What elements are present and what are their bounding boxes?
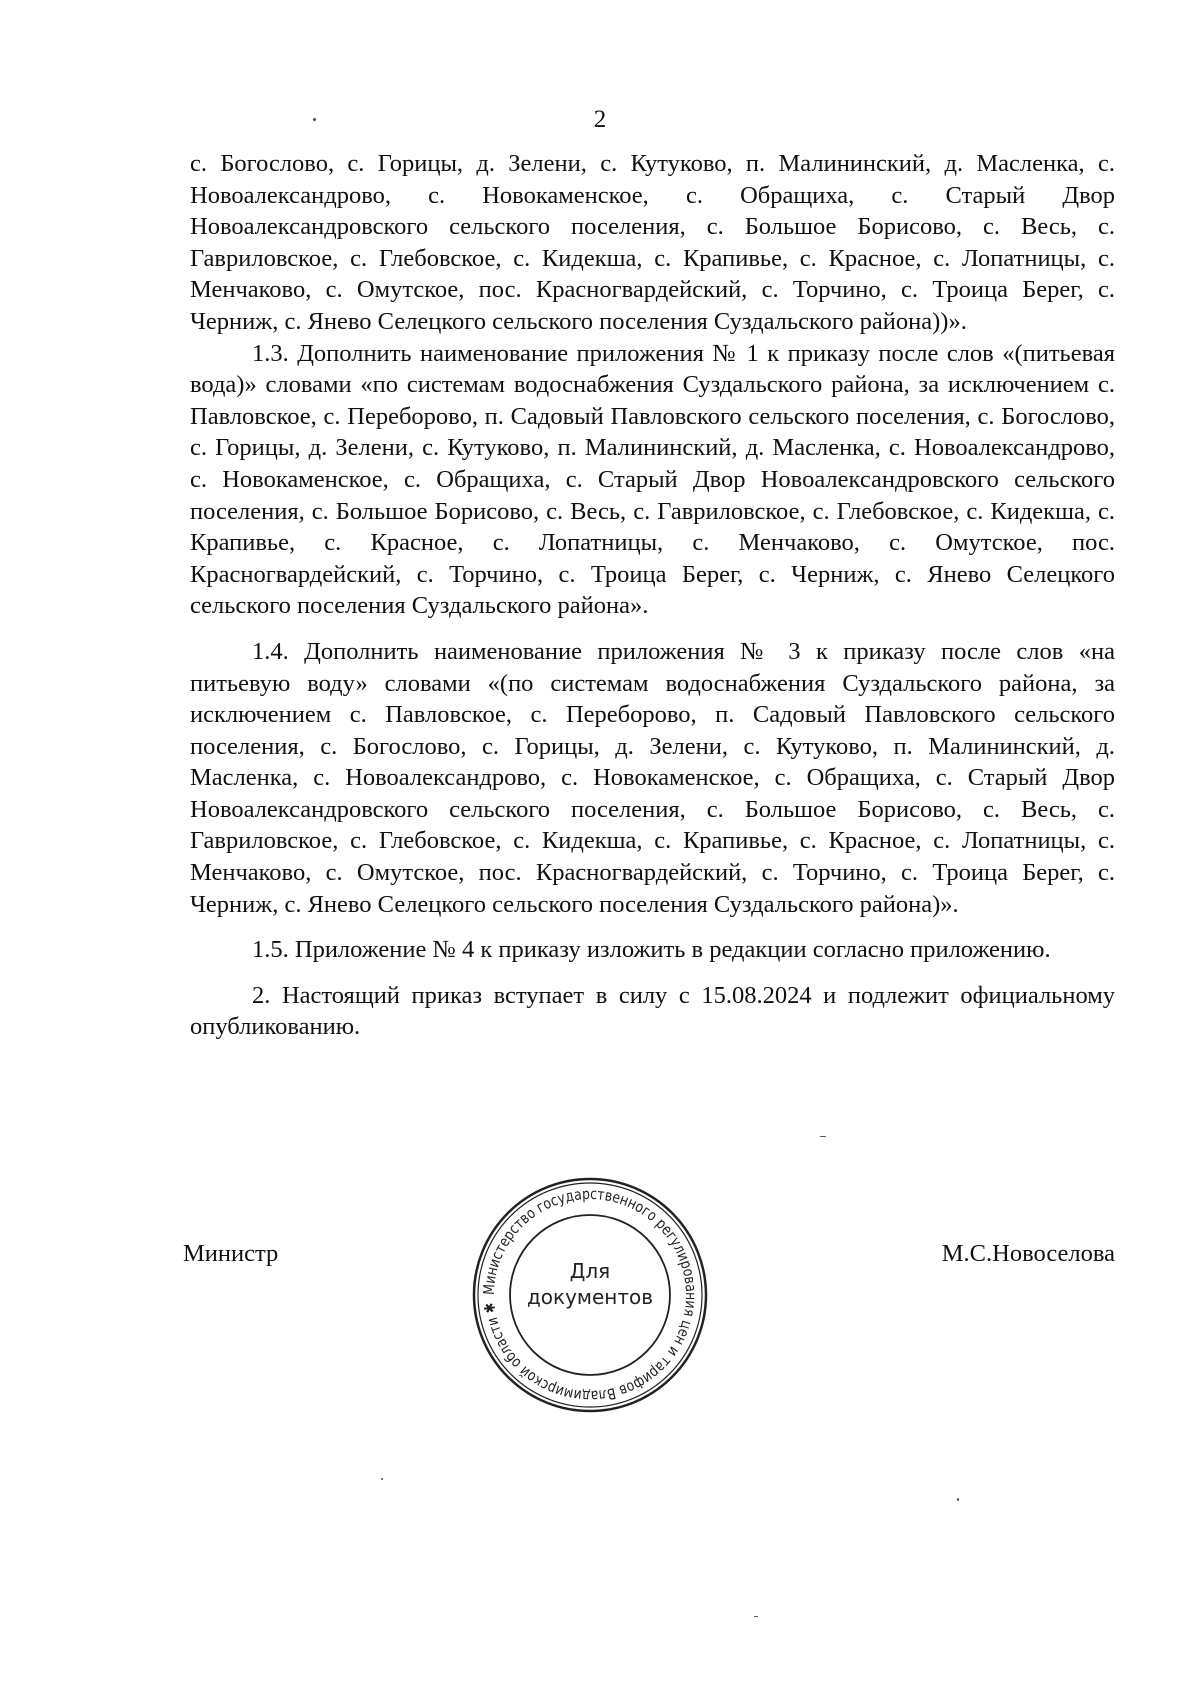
stamp-center-text	[470, 1258, 710, 1310]
page-number: 2	[593, 106, 607, 133]
scan-speck	[957, 1498, 959, 1501]
stamp-center-line-2: документов	[526, 1285, 654, 1309]
paragraph-1-4: 1.4. Дополнить наименование приложения № 3 к приказу после слов «на питьевую воду» словами «(по системам водоснабжения Суздальского района, за исключением с. Павловское, с. Переборово, п. Садовый Павловского сельского поселения, с. Богослово, с. Горицы, д. Зелени, с. Кутуково, п. Малининский, д. Масленка, с. Новоалександрово, с. Новокаменское, с. Обращиха, с. Старый Двор Новоалександровского сельского поселения, с. Большое Борисово, с. Весь, с. Гавриловское, с. Глебовское, с. Кидекша, с. Крапивье, с. Красное, с. Лопатницы, с. Менчаково, с. Омутское, пос. Красногвардейский, с. Торчино, с. Троица Берег, с. Черниж, с. Янево Селецкого сельского поселения Суздальского района)».	[190, 637, 1115, 918]
paragraph-1-3: 1.3. Дополнить наименование приложения № 1 к приказу после слов «(питьевая вода)» словами «по системам водоснабжения Суздальского района, за исключением с. Павловское, с. Переборово, п. Садовый Павловского сельского поселения, с. Богослово, с. Горицы, д. Зелени, с. Кутуково, п. Малининский, д. Масленка, с. Новоалександрово, с. Новокаменское, с. Обращиха, с. Старый Двор Новоалександровского сельского поселения, с. Большое Борисово, с. Весь, с. Гавриловское, с. Глебовское, с. Кидекша, с. Крапивье, с. Красное, с. Лопатницы, с. Менчаково, с. Омутское, пос. Красногвардейский, с. Торчино, с. Троица Берег, с. Черниж, с. Янево Селецкого сельского поселения Суздальского района».	[190, 339, 1115, 620]
scan-speck	[381, 1478, 383, 1480]
document-body	[190, 148, 1115, 1043]
signatory-title: Министр	[183, 1240, 279, 1267]
paragraph-2: 2. Настоящий приказ вступает в силу с 15.08.2024 и подлежит официальному опубликованию.	[190, 981, 1115, 1041]
paragraph-1-5: 1.5. Приложение № 4 к приказу изложить в редакции согласно приложению.	[252, 936, 1051, 964]
stamp-ring-text: Министерство государственного регулирования цен и тарифов Владимирской области ✱	[479, 1184, 701, 1406]
paragraph-continuation: с. Богослово, с. Горицы, д. Зелени, с. Кутуково, п. Малининский, д. Масленка, с. Новоалександрово, с. Новокаменское, с. Обращиха, с. Старый Двор Новоалександровского сельского поселения, с. Большое Борисово, с. Весь, с. Гавриловское, с. Глебовское, с. Кидекша, с. Крапивье, с. Красное, с. Лопатницы, с. Менчаково, с. Омутское, пос. Красногвардейский, с. Торчино, с. Троица Берег, с. Черниж, с. Янево Селецкого сельского поселения Суздальского района))».	[190, 150, 1115, 335]
official-stamp	[470, 1175, 710, 1415]
scan-speck	[820, 1136, 826, 1137]
signatory-name: М.С.Новоселова	[941, 1240, 1115, 1267]
stamp-center-line-1: Для	[569, 1259, 611, 1283]
scan-speck	[754, 1616, 758, 1617]
